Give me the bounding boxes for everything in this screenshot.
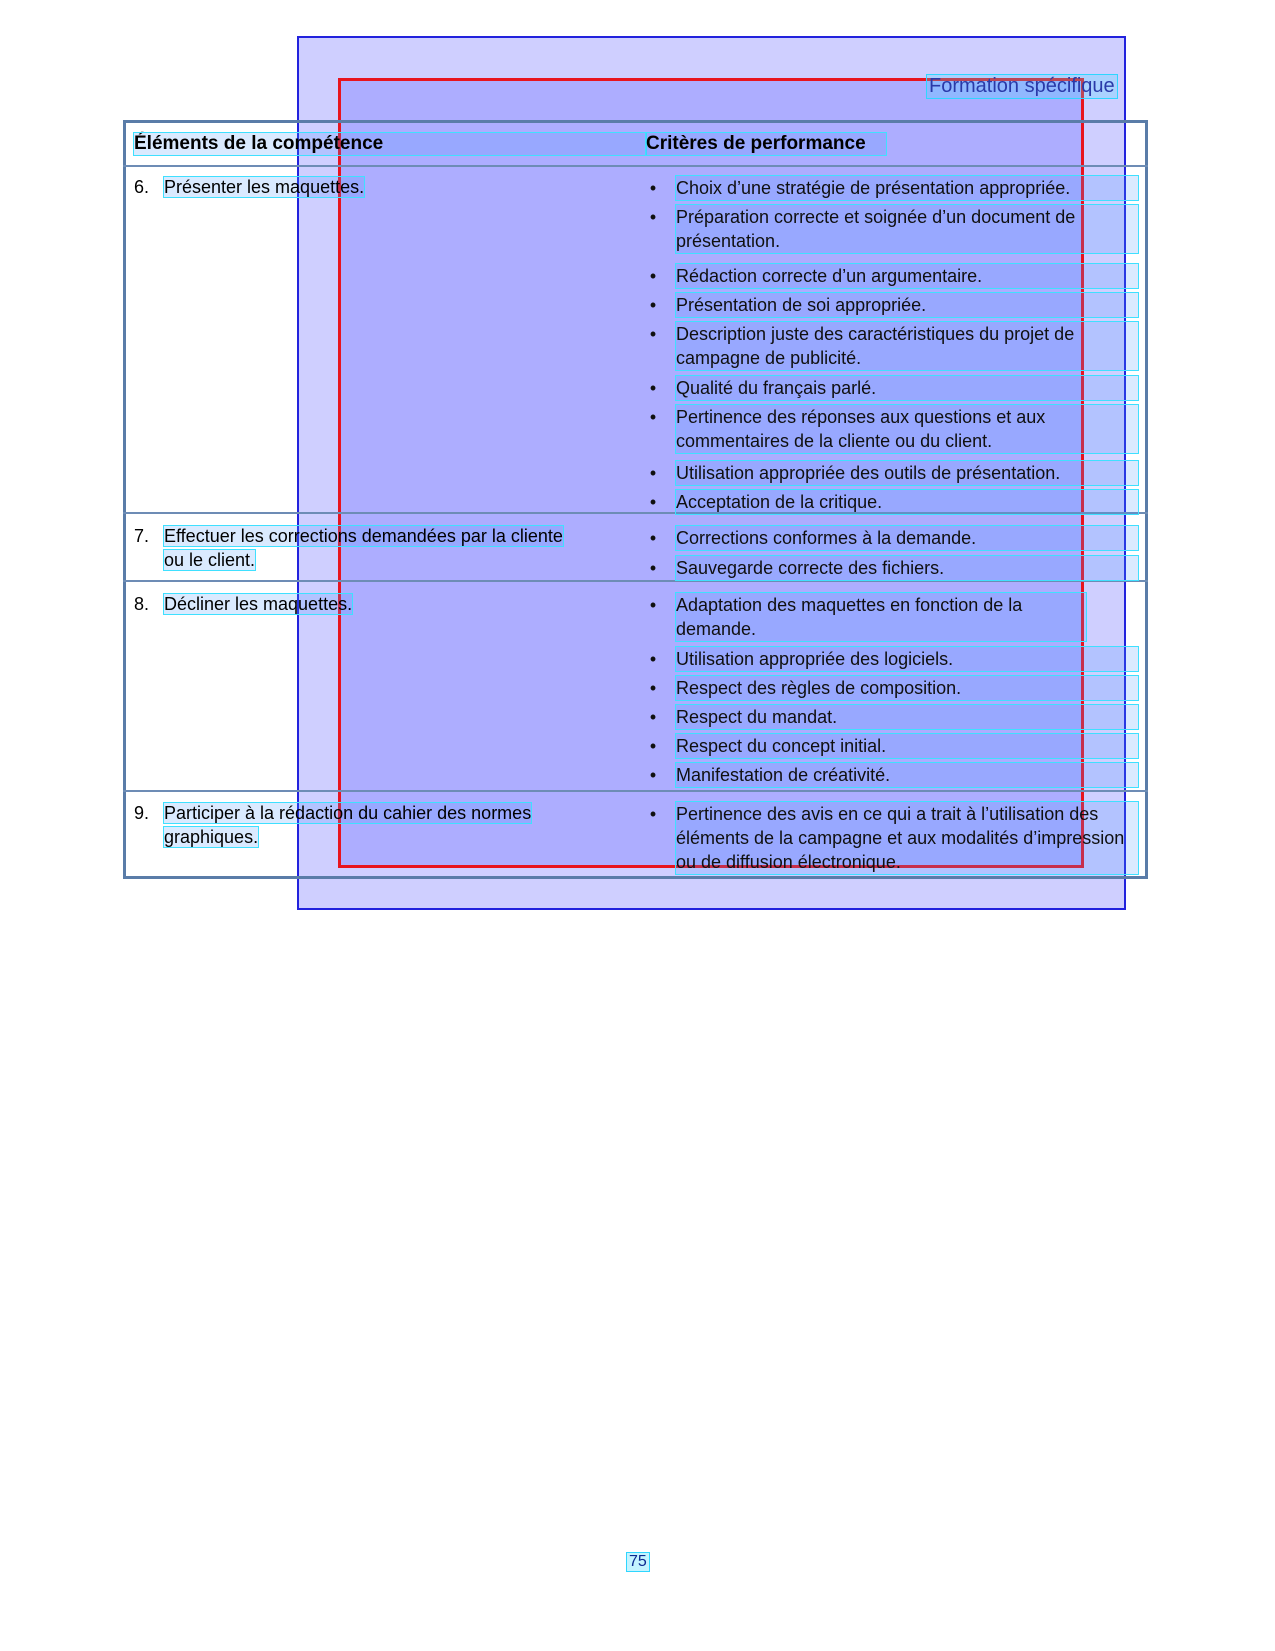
criterion-7-1: • Corrections conformes à la demande. — [648, 526, 1138, 550]
row-divider — [123, 790, 1148, 792]
element-title: Présenter les maquettes. — [164, 177, 365, 197]
bullet-icon: • — [649, 528, 657, 548]
criterion-6-8: • Utilisation appropriée des outils de présentation. — [648, 461, 1138, 485]
bullet-icon: • — [649, 558, 657, 578]
column-header-criteria: Critères de performance — [646, 133, 886, 155]
element-6 — [134, 175, 646, 199]
element-number: 6. — [134, 177, 150, 197]
bullet-icon: • — [649, 295, 657, 315]
bullet-icon: • — [649, 595, 657, 615]
criterion-6-1: • Choix d’une stratégie de présentation appropriée. — [648, 176, 1138, 200]
criterion-8-2: • Utilisation appropriée des logiciels. — [648, 647, 1138, 671]
page-number: 75 — [629, 1553, 647, 1570]
criterion-6-4: • Présentation de soi appropriée. — [648, 293, 1138, 317]
criterion-6-7: • Pertinence des réponses aux questions et aux commentaires de la cliente ou du client. — [648, 405, 1138, 453]
element-title-continued: graphiques. — [164, 827, 259, 847]
element-number: 9. — [134, 803, 150, 823]
bullet-icon: • — [649, 266, 657, 286]
bullet-icon: • — [649, 707, 657, 727]
criterion-8-1: • Adaptation des maquettes en fonction de la demande. — [648, 593, 1138, 641]
criterion-6-6: • Qualité du français parlé. — [648, 376, 1138, 400]
element-title: Effectuer les corrections demandées par la cliente — [164, 526, 563, 546]
bullet-icon: • — [649, 765, 657, 785]
criterion-6-2: • Préparation correcte et soignée d’un document de présentation. — [648, 205, 1138, 253]
criterion-8-6: • Manifestation de créativité. — [648, 763, 1138, 787]
bullet-icon: • — [649, 178, 657, 198]
bullet-icon: • — [649, 207, 657, 227]
row-divider — [123, 580, 1148, 582]
criterion-7-2: • Sauvegarde correcte des fichiers. — [648, 556, 1138, 580]
section-label: Formation spécifique — [929, 75, 1115, 97]
criterion-9-1: • Pertinence des avis en ce qui a trait à l’utilisation des éléments de la campagne et aux modalités d’impression ou de diffusion électronique. — [648, 802, 1138, 874]
column-header-elements: Éléments de la compétence — [134, 133, 646, 155]
element-9 — [134, 801, 646, 849]
element-title: Participer à la rédaction du cahier des normes — [164, 803, 532, 823]
element-title: Décliner les maquettes. — [164, 594, 353, 614]
criterion-8-4: • Respect du mandat. — [648, 705, 1138, 729]
bullet-icon: • — [649, 463, 657, 483]
bullet-icon: • — [649, 678, 657, 698]
bullet-icon: • — [649, 407, 657, 427]
bullet-icon: • — [649, 804, 657, 824]
bullet-icon: • — [649, 736, 657, 756]
criterion-6-3: • Rédaction correcte d’un argumentaire. — [648, 264, 1138, 288]
element-8 — [134, 592, 646, 616]
criterion-6-5: • Description juste des caractéristiques du projet de campagne de publicité. — [648, 322, 1138, 370]
table-header-divider — [123, 165, 1148, 167]
element-number: 7. — [134, 526, 150, 546]
bullet-icon: • — [649, 378, 657, 398]
criterion-8-3: • Respect des règles de composition. — [648, 676, 1138, 700]
element-title-continued: ou le client. — [164, 550, 256, 570]
bullet-icon: • — [649, 324, 657, 344]
element-number: 8. — [134, 594, 150, 614]
bullet-icon: • — [649, 649, 657, 669]
bullet-icon: • — [649, 492, 657, 512]
criterion-6-9: • Acceptation de la critique. — [648, 490, 1138, 514]
criterion-8-5: • Respect du concept initial. — [648, 734, 1138, 758]
element-7 — [134, 524, 646, 572]
